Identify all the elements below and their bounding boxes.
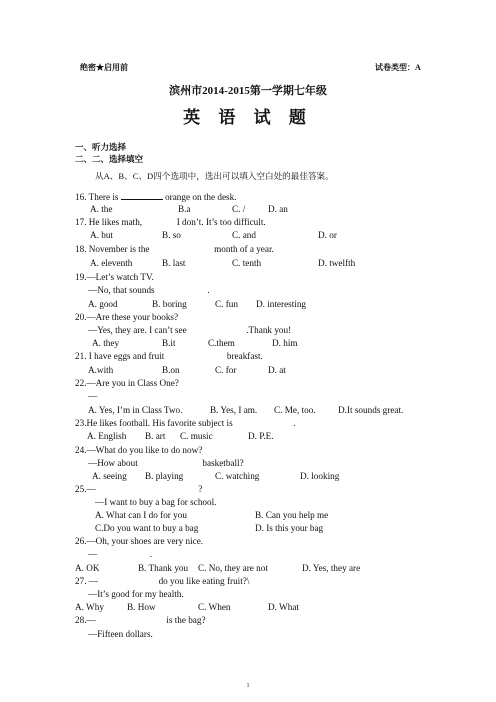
question-23 (75, 418, 296, 429)
question-26: 26.—Oh, your shoes are very nice. (75, 536, 204, 546)
option-c: C. and (232, 230, 256, 240)
question-stem: 21. I have eggs and fruit (75, 351, 165, 361)
question-21 (75, 351, 263, 362)
option-c: C.them (208, 338, 235, 348)
page-number: 1 (246, 683, 250, 689)
dialogue-line: —It’s good for my health. (88, 589, 184, 599)
question-28 (75, 615, 206, 626)
question-18 (75, 244, 274, 255)
option-d: D. an (268, 204, 288, 214)
question-stem: 23.He likes football. His favorite subject is (75, 418, 233, 428)
dialogue-end: basketball? (202, 458, 244, 468)
option-d: D. looking (300, 471, 340, 481)
option-a: A. they (92, 338, 120, 348)
option-c: C. tenth (232, 258, 262, 268)
option-a: A. but (90, 230, 113, 240)
question-stem: 28.— (75, 615, 96, 625)
option-b: B.a (178, 204, 191, 214)
option-a: A. Yes, I’m in Class Two. (88, 405, 183, 415)
dialogue-text: —No, that sounds (88, 285, 155, 295)
dialogue-line (88, 325, 291, 336)
option-d: D. or (318, 230, 337, 240)
option-d: D. P.E. (248, 431, 274, 441)
option-a: A. eleventh (90, 258, 133, 268)
question-stem: 18. November is the (75, 244, 150, 254)
page-subtitle: 英 语 试 题 (183, 108, 313, 127)
option-c: C. watching (215, 471, 260, 481)
question-25 (75, 484, 202, 495)
option-c: C. fun (215, 299, 238, 309)
question-17 (75, 217, 266, 228)
question-stem-end: ? (198, 484, 203, 494)
question-stem: 25.— (75, 484, 96, 494)
question-stem-end: do you like eating fruit?\ (158, 576, 250, 586)
option-d: D. interesting (256, 299, 307, 309)
option-d: D. twelfth (318, 258, 356, 268)
option-c: C. for (215, 365, 237, 375)
question-27 (75, 576, 249, 587)
question-stem-end: is the bag? (166, 615, 206, 625)
dialogue-line (88, 285, 210, 296)
option-b: B. art (145, 431, 166, 441)
dialogue-line (88, 549, 152, 560)
option-c: C. No, they are not (198, 563, 268, 573)
question-16 (75, 191, 237, 203)
question-22: 22.—Are you in Class One? (75, 378, 179, 388)
question-stem: 16. There is (75, 192, 119, 202)
option-a: A. seeing (92, 471, 127, 481)
option-b: B. Thank you (138, 563, 189, 573)
question-stem-end: orange on the desk. (165, 192, 237, 202)
option-b: B. last (162, 258, 186, 268)
option-b: B. so (162, 230, 181, 240)
question-stem: 17. He likes math, (75, 217, 143, 227)
question-24: 24.—What do you like to do now? (75, 445, 203, 455)
dialogue-text: —How about (88, 458, 138, 468)
dialogue-end: .Thank you! (246, 325, 292, 335)
dialogue-line: —I want to buy a bag for school. (95, 497, 217, 507)
option-c: C. / (232, 204, 246, 214)
option-b: B. How (127, 602, 156, 612)
option-c: C.Do you want to buy a bag (95, 523, 199, 533)
option-c: C. music (180, 431, 213, 441)
question-stem-end: month of a year. (214, 244, 274, 254)
question-stem-end: . (293, 418, 296, 428)
question-stem: 27. — (75, 576, 98, 586)
question-stem-end: breakfast. (226, 351, 263, 361)
section-listening: 一、听力选择 (75, 142, 127, 152)
option-d: D. at (268, 365, 286, 375)
question-20: 20.—Are these your books? (75, 312, 179, 322)
dialogue-line: —Fifteen dollars. (88, 629, 153, 639)
dialogue-end: . (149, 549, 153, 559)
option-a: A. Why (75, 602, 104, 612)
option-d: D.It sounds great. (338, 405, 404, 415)
option-c: C. When (198, 602, 231, 612)
option-b: B. boring (152, 299, 187, 309)
instruction: 从A、B、C、D四个选项中，选出可以填入空白处的最佳答案。 (95, 171, 334, 181)
option-c: C. Me, too. (274, 405, 316, 415)
answer-blank (121, 191, 163, 200)
dialogue-line (88, 458, 244, 469)
dialogue-end: . (207, 285, 210, 295)
option-d: D. him (272, 338, 298, 348)
option-d: D. Is this your bag (255, 523, 324, 533)
option-b: B. playing (145, 471, 184, 481)
option-a: A. OK (75, 563, 100, 573)
paper-type-label: 试卷类型：A (375, 63, 421, 72)
option-b: B. Yes, I am. (210, 405, 258, 415)
confidential-label: 绝密★启用前 (80, 63, 128, 72)
section-choice: 二、二、选择填空 (75, 154, 144, 164)
option-b: B. Can you help me (255, 510, 329, 520)
question-stem-end: I don’t. It’s too difficult. (176, 217, 266, 227)
option-b: B.it (162, 338, 176, 348)
option-a: A.with (88, 365, 114, 375)
option-a: A. English (87, 431, 127, 441)
page-title: 滨州市2014-2015第一学期七年级 (169, 85, 327, 97)
dialogue-text: —Yes, they are. I can’t see (88, 325, 187, 335)
option-b: B.on (162, 365, 180, 375)
option-d: D. Yes, they are (302, 563, 361, 573)
option-a: A. good (88, 299, 118, 309)
option-d: D. What (268, 602, 299, 612)
option-a: A. the (90, 204, 113, 214)
question-19: 19.—Let’s watch TV. (75, 272, 154, 282)
option-a: A. What can I do for you (95, 510, 187, 520)
dialogue-line: — (88, 391, 98, 401)
dialogue-text: — (88, 549, 98, 559)
